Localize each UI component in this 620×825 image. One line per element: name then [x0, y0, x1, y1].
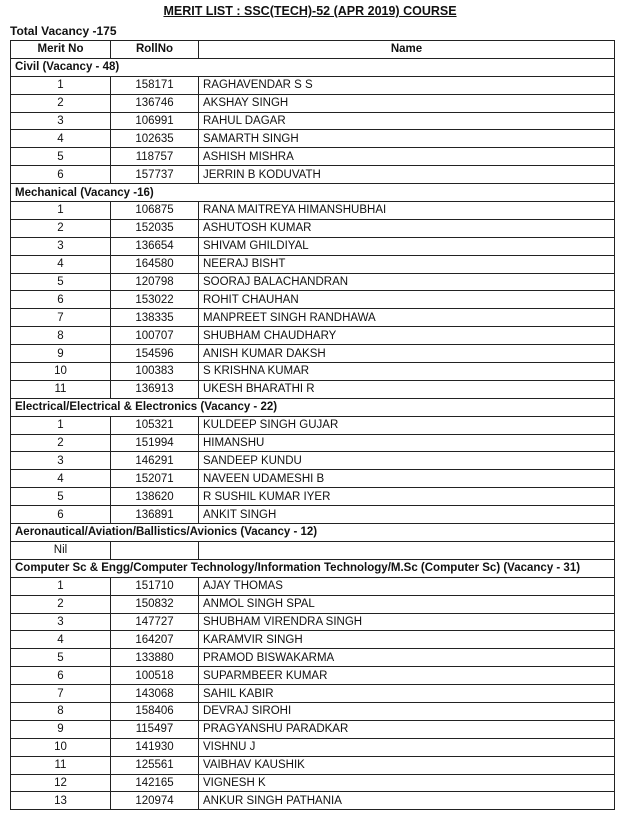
roll-no-cell: 106875: [111, 202, 199, 220]
merit-no-cell: 12: [11, 774, 111, 792]
name-cell: VIGNESH K: [199, 774, 615, 792]
table-row: [11, 94, 615, 112]
roll-no-cell: 142165: [111, 774, 199, 792]
table-row: [11, 166, 615, 184]
roll-no-cell: 153022: [111, 291, 199, 309]
section-header-row: [11, 524, 615, 542]
name-cell: AKSHAY SINGH: [199, 94, 615, 112]
name-cell: SOORAJ BALACHANDRAN: [199, 273, 615, 291]
name-cell: SAHIL KABIR: [199, 685, 615, 703]
roll-no-cell: 133880: [111, 649, 199, 667]
roll-no-cell: 138620: [111, 488, 199, 506]
merit-no-cell: 3: [11, 237, 111, 255]
table-row: [11, 685, 615, 703]
merit-no-cell: 13: [11, 792, 111, 810]
section-title: Computer Sc & Engg/Computer Technology/Information Technology/M.Sc (Computer Sc) (Vacancy - 31): [11, 559, 615, 577]
merit-no-cell: 6: [11, 506, 111, 524]
table-row: [11, 595, 615, 613]
roll-no-cell: 138335: [111, 309, 199, 327]
table-row: [11, 148, 615, 166]
table-row: [11, 649, 615, 667]
roll-no-cell: 152035: [111, 219, 199, 237]
roll-no-cell: 151994: [111, 434, 199, 452]
merit-no-cell: 11: [11, 380, 111, 398]
name-cell: RAHUL DAGAR: [199, 112, 615, 130]
table-row: [11, 345, 615, 363]
table-row: [11, 255, 615, 273]
roll-no-cell: 136746: [111, 94, 199, 112]
table-row: [11, 631, 615, 649]
name-cell: [199, 541, 615, 559]
header-merit-no: Merit No: [11, 41, 111, 59]
table-row: [11, 273, 615, 291]
section-header-row: [11, 559, 615, 577]
name-cell: SHIVAM GHILDIYAL: [199, 237, 615, 255]
roll-no-cell: 143068: [111, 685, 199, 703]
roll-no-cell: 141930: [111, 738, 199, 756]
merit-no-cell: 2: [11, 219, 111, 237]
merit-no-cell: 10: [11, 363, 111, 381]
merit-no-cell: 5: [11, 148, 111, 166]
section-title: Electrical/Electrical & Electronics (Vacancy - 22): [11, 398, 615, 416]
merit-no-cell: 8: [11, 702, 111, 720]
table-row: [11, 202, 615, 220]
section-title: Mechanical (Vacancy -16): [11, 184, 615, 202]
section-title: Aeronautical/Aviation/Ballistics/Avionics (Vacancy - 12): [11, 524, 615, 542]
table-row: [11, 434, 615, 452]
roll-no-cell: 100383: [111, 363, 199, 381]
roll-no-cell: 152071: [111, 470, 199, 488]
roll-no-cell: 120798: [111, 273, 199, 291]
roll-no-cell: 164207: [111, 631, 199, 649]
roll-no-cell: 157737: [111, 166, 199, 184]
merit-no-cell: 2: [11, 94, 111, 112]
name-cell: SANDEEP KUNDU: [199, 452, 615, 470]
section-header-row: [11, 398, 615, 416]
roll-no-cell: 136913: [111, 380, 199, 398]
table-row: [11, 76, 615, 94]
roll-no-cell: 125561: [111, 756, 199, 774]
name-cell: UKESH BHARATHI R: [199, 380, 615, 398]
roll-no-cell: 136891: [111, 506, 199, 524]
roll-no-cell: 147727: [111, 613, 199, 631]
name-cell: SAMARTH SINGH: [199, 130, 615, 148]
table-row: [11, 363, 615, 381]
roll-no-cell: 150832: [111, 595, 199, 613]
roll-no-cell: 118757: [111, 148, 199, 166]
table-row: [11, 452, 615, 470]
merit-no-cell: 1: [11, 416, 111, 434]
table-row: [11, 667, 615, 685]
table-row: [11, 112, 615, 130]
merit-no-cell: 6: [11, 291, 111, 309]
merit-no-cell: 4: [11, 631, 111, 649]
merit-no-cell: 1: [11, 202, 111, 220]
name-cell: PRAGYANSHU PARADKAR: [199, 720, 615, 738]
name-cell: NEERAJ BISHT: [199, 255, 615, 273]
table-row: [11, 237, 615, 255]
header-name: Name: [199, 41, 615, 59]
name-cell: ANKIT SINGH: [199, 506, 615, 524]
table-row: [11, 720, 615, 738]
merit-no-cell: 3: [11, 613, 111, 631]
table-row: [11, 380, 615, 398]
merit-no-cell: 9: [11, 345, 111, 363]
roll-no-cell: 158406: [111, 702, 199, 720]
roll-no-cell: 105321: [111, 416, 199, 434]
roll-no-cell: 102635: [111, 130, 199, 148]
table-row: [11, 327, 615, 345]
merit-no-cell: 5: [11, 649, 111, 667]
name-cell: SHUBHAM CHAUDHARY: [199, 327, 615, 345]
header-row: [11, 41, 615, 59]
name-cell: VISHNU J: [199, 738, 615, 756]
roll-no-cell: 154596: [111, 345, 199, 363]
name-cell: S KRISHNA KUMAR: [199, 363, 615, 381]
name-cell: NAVEEN UDAMESHI B: [199, 470, 615, 488]
name-cell: SHUBHAM VIRENDRA SINGH: [199, 613, 615, 631]
merit-table: [10, 40, 615, 810]
merit-no-cell: 1: [11, 577, 111, 595]
merit-no-cell: 2: [11, 434, 111, 452]
merit-no-cell: 6: [11, 166, 111, 184]
total-vacancy: Total Vacancy -175: [10, 24, 117, 38]
section-header-row: [11, 58, 615, 76]
merit-no-cell: 10: [11, 738, 111, 756]
roll-no-cell: 106991: [111, 112, 199, 130]
page-title-text: MERIT LIST : SSC(TECH)-52 (APR 2019) COURSE: [163, 4, 457, 18]
name-cell: JERRIN B KODUVATH: [199, 166, 615, 184]
name-cell: KARAMVIR SINGH: [199, 631, 615, 649]
name-cell: ASHISH MISHRA: [199, 148, 615, 166]
name-cell: ASHUTOSH KUMAR: [199, 219, 615, 237]
table-row: [11, 488, 615, 506]
name-cell: ANISH KUMAR DAKSH: [199, 345, 615, 363]
table-row: [11, 291, 615, 309]
roll-no-cell: 146291: [111, 452, 199, 470]
name-cell: RAGHAVENDAR S S: [199, 76, 615, 94]
header-roll-no: RollNo: [111, 41, 199, 59]
merit-no-cell: 6: [11, 667, 111, 685]
merit-no-cell: 11: [11, 756, 111, 774]
table-row: [11, 774, 615, 792]
table-row: [11, 613, 615, 631]
merit-table-body: [11, 58, 615, 809]
name-cell: KULDEEP SINGH GUJAR: [199, 416, 615, 434]
roll-no-cell: 115497: [111, 720, 199, 738]
table-row: [11, 756, 615, 774]
merit-no-cell: 3: [11, 112, 111, 130]
merit-no-cell: 5: [11, 488, 111, 506]
name-cell: AJAY THOMAS: [199, 577, 615, 595]
name-cell: HIMANSHU: [199, 434, 615, 452]
table-row: [11, 416, 615, 434]
roll-no-cell: [111, 541, 199, 559]
roll-no-cell: 100518: [111, 667, 199, 685]
merit-no-cell: 7: [11, 685, 111, 703]
section-title: Civil (Vacancy - 48): [11, 58, 615, 76]
roll-no-cell: 136654: [111, 237, 199, 255]
name-cell: R SUSHIL KUMAR IYER: [199, 488, 615, 506]
merit-no-cell: 4: [11, 470, 111, 488]
table-row: [11, 506, 615, 524]
page-title: [0, 4, 620, 18]
merit-no-cell: 9: [11, 720, 111, 738]
table-row: [11, 219, 615, 237]
name-cell: SUPARMBEER KUMAR: [199, 667, 615, 685]
name-cell: PRAMOD BISWAKARMA: [199, 649, 615, 667]
name-cell: ANMOL SINGH SPAL: [199, 595, 615, 613]
name-cell: DEVRAJ SIROHI: [199, 702, 615, 720]
table-row: [11, 470, 615, 488]
merit-no-cell: Nil: [11, 541, 111, 559]
merit-no-cell: 2: [11, 595, 111, 613]
section-header-row: [11, 184, 615, 202]
name-cell: ANKUR SINGH PATHANIA: [199, 792, 615, 810]
roll-no-cell: 158171: [111, 76, 199, 94]
roll-no-cell: 164580: [111, 255, 199, 273]
name-cell: VAIBHAV KAUSHIK: [199, 756, 615, 774]
table-row: [11, 577, 615, 595]
merit-no-cell: 8: [11, 327, 111, 345]
name-cell: MANPREET SINGH RANDHAWA: [199, 309, 615, 327]
table-row: [11, 541, 615, 559]
name-cell: ROHIT CHAUHAN: [199, 291, 615, 309]
merit-no-cell: 4: [11, 255, 111, 273]
roll-no-cell: 100707: [111, 327, 199, 345]
merit-no-cell: 3: [11, 452, 111, 470]
table-row: [11, 738, 615, 756]
table-row: [11, 792, 615, 810]
table-row: [11, 702, 615, 720]
merit-no-cell: 5: [11, 273, 111, 291]
name-cell: RANA MAITREYA HIMANSHUBHAI: [199, 202, 615, 220]
merit-no-cell: 4: [11, 130, 111, 148]
table-row: [11, 130, 615, 148]
roll-no-cell: 120974: [111, 792, 199, 810]
merit-no-cell: 1: [11, 76, 111, 94]
merit-no-cell: 7: [11, 309, 111, 327]
roll-no-cell: 151710: [111, 577, 199, 595]
table-row: [11, 309, 615, 327]
